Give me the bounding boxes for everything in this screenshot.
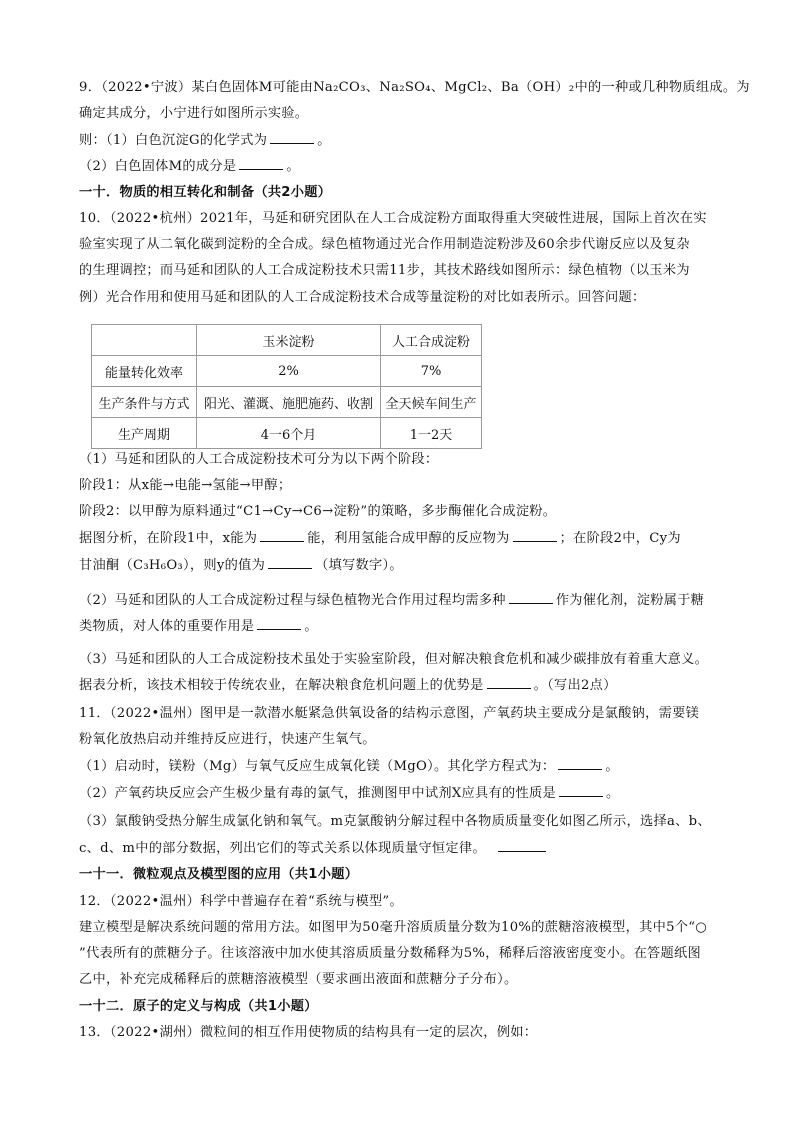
q11-part3: （3）氯酸钠受热分解生成氯化钠和氧气。m克氯酸钠分解过程中各物质质量变化如图乙所示，选择a、b、 (79, 814, 711, 829)
answer-blank[interactable] (509, 591, 553, 604)
q9-part1-end: 。 (317, 133, 331, 148)
table-cell: 能量转化效率 (92, 356, 197, 387)
q9-intro-line2: 确定其成分，小宁进行如图所示实验。 (79, 106, 309, 121)
q10-line2: 验室实现了从二氧化碳到淀粉的全合成。绿色植物通过光合作用制造淀粉涉及60余步代谢反应以及复杂 (79, 237, 690, 252)
q10-part3-cont (79, 676, 617, 696)
table-header-cell: 玉米淀粉 (197, 325, 381, 356)
table-header-cell (92, 325, 197, 356)
q10-stage2: 阶段2：以甲醇为原料通过“C1→Cy→C6→淀粉”的策略，多步酶催化合成淀粉。 (79, 504, 557, 519)
answer-blank[interactable] (558, 757, 602, 770)
table-cell: 1一2天 (381, 418, 482, 449)
answer-blank[interactable] (270, 131, 314, 144)
q13-line1: 13．（2022•湖州）微粒间的相互作用使物质的结构具有一定的层次，例如： (79, 1025, 538, 1040)
table-cell: 7% (381, 356, 482, 387)
q12-line2: 建立模型是解决系统问题的常用方法。如图甲为50毫升溶质质量分数为10%的蔗糖溶液模型，其中5个“○ (79, 920, 708, 935)
q10-qb-text2: （填写数字）。 (315, 558, 403, 573)
q12-line4: 乙中，补充完成稀释后的蔗糖溶液模型（要求画出液面和蔗糖分子分布）。 (79, 972, 518, 987)
q10-question-a (79, 529, 681, 549)
q11-p3-text2: c、d、m中的部分数据，列出它们的等式关系以体现质量守恒定律。 (79, 841, 486, 856)
answer-blank[interactable] (257, 617, 301, 630)
q10-qa-text2: 能，利用氢能合成甲醇的反应物为 (307, 531, 510, 546)
q9-part2-text: （2）白色固体M的成分是 (79, 159, 237, 174)
q10-qa-text3: ；在阶段2中，Cy为 (559, 531, 681, 546)
q11-line2: 粉氧化放热启动并维持反应进行，快速产生氧气。 (79, 732, 376, 747)
answer-blank[interactable] (239, 157, 283, 170)
table-header-cell: 人工合成淀粉 (381, 325, 482, 356)
q10-part2-cont (79, 617, 318, 637)
table-row (92, 356, 482, 387)
q10-p2-text2: 作为催化剂，淀粉属于糖 (555, 593, 705, 608)
q10-qa-text1: 据图分析，在阶段1中，x能为 (79, 531, 258, 546)
section-heading-12: 一十二．原子的定义与构成（共1小题） (79, 999, 318, 1014)
q11-part1 (79, 757, 619, 777)
q11-p1-text: （1）启动时，镁粉（Mg）与氧气反应生成氧化镁（MgO）。其化学方程式为： (79, 759, 556, 774)
q10-stage1: 阶段1：从x能→电能→氢能→甲醇； (79, 478, 292, 493)
q12-line1: 12．（2022•温州）科学中普遍存在着“系统与模型”。 (79, 894, 403, 909)
q10-part3: （3）马延和团队的人工合成淀粉技术虽处于实验室阶段，但对解决粮食危机和减少碳排放有着重大意义。 (79, 652, 709, 667)
q9-part2 (79, 157, 300, 177)
table-cell: 4一6个月 (197, 418, 381, 449)
q10-line3: 的生理调控；而马延和团队的人工合成淀粉技术只需11步，其技术路线如图所示：绿色植物（以玉米为 (79, 263, 690, 278)
q11-p2-text: （2）产氧药块反应会产生极少量有毒的氯气，推测图甲中试剂X应具有的性质是 (79, 786, 556, 801)
q10-line1: 10．（2022•杭州）2021年，马延和研究团队在人工合成淀粉方面取得重大突破性进展，国际上首次在实 (79, 211, 707, 226)
answer-blank[interactable] (260, 529, 304, 542)
q10-question-b (79, 556, 403, 576)
table-row (92, 418, 482, 449)
table-cell: 生产周期 (92, 418, 197, 449)
table-header-row (92, 325, 482, 356)
q10-p2-text1: （2）马延和团队的人工合成淀粉过程与绿色植物光合作用过程均需多种 (79, 593, 506, 608)
q10-part2 (79, 591, 704, 611)
table-cell: 阳光、灌溉、施肥施药、收割 (197, 387, 381, 418)
section-heading-11: 一十一．微粒观点及模型图的应用（共1小题） (79, 867, 359, 882)
q10-line4: 例）光合作用和使用马延和团队的人工合成淀粉技术合成等量淀粉的对比如表所示。回答问题： (79, 290, 646, 305)
q11-p2-end: 。 (605, 786, 620, 801)
q10-qb-text1: 甘油酮（C₃H₆O₃），则y的值为 (79, 558, 266, 573)
answer-blank[interactable] (498, 839, 546, 852)
comparison-table (91, 324, 482, 449)
q10-p2-text4: 。 (304, 619, 318, 634)
q9-part1-text: 则：（1）白色沉淀G的化学式为 (79, 133, 268, 148)
answer-blank[interactable] (513, 529, 557, 542)
q11-p1-end: 。 (605, 759, 619, 774)
q11-line1: 11．（2022•温州）图甲是一款潜水艇紧急供氧设备的结构示意图，产氧药块主要成分是氯酸钠，需要镁 (79, 706, 700, 721)
table-cell: 全天候车间生产 (381, 387, 482, 418)
q10-part1-intro: （1）马延和团队的人工合成淀粉技术可分为以下两个阶段： (79, 452, 439, 467)
q12-line3: ”代表所有的蔗糖分子。往该溶液中加水使其溶质质量分数稀释为5%，稀释后溶液密度变小。在答题纸图 (79, 946, 702, 961)
answer-blank[interactable] (487, 676, 531, 689)
answer-blank[interactable] (559, 784, 603, 797)
table-row (92, 387, 482, 418)
q9-part2-end: 。 (286, 159, 300, 174)
table-cell: 生产条件与方式 (92, 387, 197, 418)
q11-part3-cont (79, 839, 549, 859)
answer-blank[interactable] (268, 556, 312, 569)
section-heading-10: 一十．物质的相互转化和制备（共2小题） (79, 185, 332, 200)
q10-p3-text3: 。（写出2点） (533, 678, 617, 693)
q10-p2-text3: 类物质，对人体的重要作用是 (79, 619, 255, 634)
table-cell: 2% (197, 356, 381, 387)
q9-intro-line1: 9．（2022•宁波）某白色固体M可能由Na₂CO₃、Na₂SO₄、MgCl₂、Ba（OH）₂中的一种或几种物质组成。为 (79, 80, 750, 95)
q9-part1 (79, 131, 331, 151)
q11-part2 (79, 784, 619, 804)
q10-p3-text2: 据表分析，该技术相较于传统农业，在解决粮食危机问题上的优势是 (79, 678, 484, 693)
